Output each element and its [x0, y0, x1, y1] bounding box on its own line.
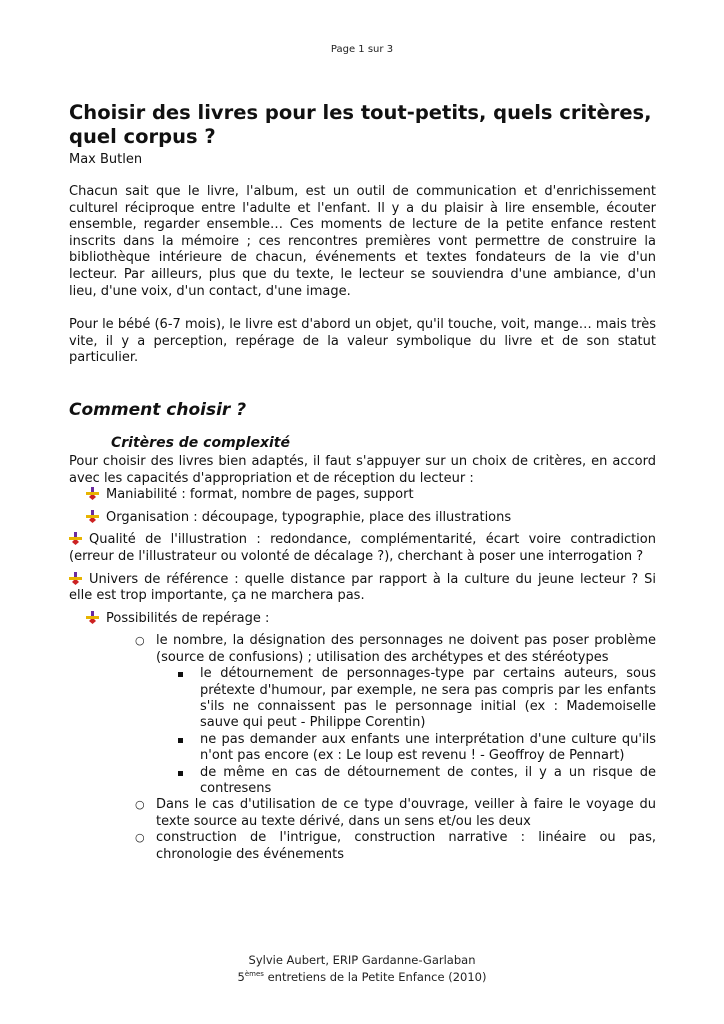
arrow-bullet-icon: [86, 611, 99, 624]
criteria-intro: Pour choisir des livres bien adaptés, il faut s'appuyer sur un choix de critères, en accord avec les capacités d'appropriation et de réception du lecteur :: [69, 453, 656, 486]
circle-bullet-icon: ○: [135, 798, 145, 812]
arrow-bullet-icon: [69, 572, 82, 585]
sub-sub-list-item: [156, 765, 656, 798]
paragraph: Pour le bébé (6-7 mois), le livre est d'abord un objet, qu'il touche, voit, mange… mais très vite, il y a perception, repérage de la valeur symbolique du livre et de son statut particulier.: [69, 317, 656, 366]
sub-list-item: [69, 830, 656, 863]
document-body: [69, 101, 656, 863]
sub-item-text: construction de l'intrigue, construction narrative : linéaire ou pas, chronologie des événements: [156, 830, 656, 862]
arrow-bullet-icon: [86, 487, 99, 500]
criterion-item: [69, 510, 656, 527]
criterion-item: [69, 532, 656, 565]
sub-sub-list-item: [156, 732, 656, 765]
criterion-item: [69, 572, 656, 605]
author-name: Max Butlen: [69, 152, 143, 167]
criterion-text: Univers de référence : quelle distance par rapport à la culture du jeune lecteur ? Si elle est trop importante, ça ne marchera pas.: [69, 571, 656, 604]
footer-line-2: 5èmes entretiens de la Petite Enfance (2010): [237, 969, 487, 984]
sub-sub-item-text: de même en cas de détournement de contes, il y a un risque de contresens: [200, 764, 656, 796]
criterion-text: Maniabilité : format, nombre de pages, support: [106, 487, 414, 503]
footer-line-1: Sylvie Aubert, ERIP Gardanne-Garlaban: [248, 953, 476, 967]
sub-sub-list: [156, 666, 656, 797]
sub-list-item: [69, 633, 656, 797]
sub-item-text: le nombre, la désignation des personnages ne doivent pas poser problème (source de confusions) ; utilisation des archétypes et des stéréotypes: [156, 633, 656, 665]
sub-sub-list-item: [156, 666, 656, 732]
section-heading: Comment choisir ?: [69, 399, 247, 420]
square-bullet-icon: [178, 672, 183, 677]
paragraph: Chacun sait que le livre, l'album, est un outil de communication et d'enrichissement culturel réciproque entre l'adulte et l'enfant. Il y a du plaisir à lire ensemble, écouter ensemble, regarder ensemble… Ces moments de lecture de la petite enfance restent inscrits dans la mémoire ; ces rencontres premières vont permettre de construire la bibliothèque intérieure de chacun, événements et textes fondateurs de la vie d'un lecteur. Par ailleurs, plus que du texte, le lecteur se souviendra d'une ambiance, d'un lieu, d'une voix, d'un contact, d'une image.: [69, 184, 656, 299]
criterion-item: [69, 611, 656, 628]
circle-bullet-icon: ○: [135, 831, 145, 845]
sub-list-item: [69, 797, 656, 830]
circle-bullet-icon: ○: [135, 634, 145, 648]
sub-sub-item-text: ne pas demander aux enfants une interprétation d'une culture qu'ils n'ont pas encore (ex : Le loup est revenu ! - Geoffroy de Pennart): [200, 731, 656, 764]
sub-list: [69, 633, 656, 863]
arrow-bullet-icon: [86, 510, 99, 523]
square-bullet-icon: [178, 771, 183, 776]
sub-item-text: Dans le cas d'utilisation de ce type d'ouvrage, veiller à faire le voyage du texte source au texte dérivé, dans un sens et/ou les deux: [156, 797, 656, 829]
document-title: Choisir des livres pour les tout-petits, quels critères, quel corpus ?: [69, 101, 652, 148]
arrow-bullet-icon: [69, 532, 82, 545]
page-footer: [0, 953, 724, 984]
criterion-text: Possibilités de repérage :: [106, 610, 270, 626]
sub-sub-item-text: le détournement de personnages-type par certains auteurs, sous prétexte d'humour, par exemple, ne sera pas compris par les enfants s'ils ne connaissent pas le personnage initial (ex : Mademoiselle sauve qui peut - Philippe Corentin): [200, 666, 656, 731]
criterion-text: Qualité de l'illustration : redondance, complémentarité, écart voire contradiction (erreur de l'illustrateur ou volonté de décalage ?), cherchant à poser une interrogation ?: [69, 532, 656, 564]
criterion-item: [69, 487, 656, 504]
page-number-header: Page 1 sur 3: [330, 44, 394, 55]
square-bullet-icon: [178, 738, 183, 743]
criterion-text: Organisation : découpage, typographie, place des illustrations: [106, 509, 512, 525]
subsection-heading: Critères de complexité: [111, 434, 290, 451]
